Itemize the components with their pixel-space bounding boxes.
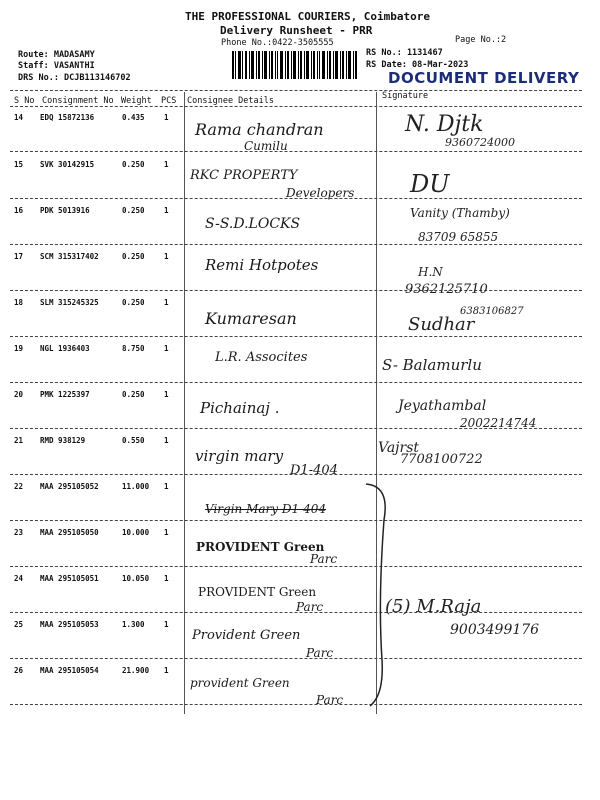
consignee-handwriting: Developers xyxy=(286,186,355,200)
row-sno: 15 xyxy=(14,160,24,169)
col-consignee: Consignee Details xyxy=(187,96,274,106)
consignee-handwriting: S-S.D.LOCKS xyxy=(205,216,301,232)
row-weight: 0.435 xyxy=(122,113,145,122)
consignee-handwriting: PROVIDENT Green xyxy=(196,540,325,554)
consignee-handwriting: RKC PROPERTY xyxy=(190,168,298,183)
row-separator xyxy=(10,520,582,521)
row-pcs: 1 xyxy=(164,436,169,445)
consignee-handwriting: Parc xyxy=(316,693,344,707)
row-weight: 0.250 xyxy=(122,160,145,169)
document-title: Delivery Runsheet - PRR xyxy=(220,24,373,37)
row-consignment-no: PDK 5013916 xyxy=(40,206,90,215)
consignee-handwriting: Parc xyxy=(306,646,334,660)
signature-handwriting: Jeyathambal xyxy=(398,398,487,414)
row-sno: 22 xyxy=(14,482,24,491)
signature-handwriting: 9362125710 xyxy=(405,282,488,297)
row-pcs: 1 xyxy=(164,390,169,399)
handwritten-bracket xyxy=(360,480,400,710)
signature-handwriting: 9360724000 xyxy=(445,136,515,149)
row-weight: 21.900 xyxy=(122,666,150,675)
consignee-left-border xyxy=(184,92,185,714)
row-weight: 0.250 xyxy=(122,298,145,307)
col-weight: Weight xyxy=(121,96,152,106)
consignee-handwriting: Rama chandran xyxy=(195,120,324,139)
row-sno: 24 xyxy=(14,574,24,583)
row-pcs: 1 xyxy=(164,252,169,261)
row-weight: 10.000 xyxy=(122,528,150,537)
row-separator xyxy=(10,382,582,383)
row-consignment-no: PMK 1225397 xyxy=(40,390,90,399)
signature-handwriting: (5) M.Raja xyxy=(385,596,482,617)
consignee-handwriting: provident Green xyxy=(190,676,290,690)
signature-handwriting: Vajrst xyxy=(378,440,420,456)
row-sno: 16 xyxy=(14,206,24,215)
header-bottom-rule xyxy=(10,106,582,107)
row-sno: 20 xyxy=(14,390,24,399)
row-consignment-no: MAA 295105052 xyxy=(40,482,99,491)
col-consignment: Consignment No xyxy=(42,96,114,106)
row-sno: 25 xyxy=(14,620,24,629)
row-separator xyxy=(10,566,582,567)
drs-number: DRS No.: DCJB113146702 xyxy=(18,73,131,83)
row-separator xyxy=(10,704,582,705)
row-sno: 18 xyxy=(14,298,24,307)
row-weight: 10.050 xyxy=(122,574,150,583)
consignee-handwriting: Cumilu xyxy=(244,139,288,153)
signature-handwriting: 83709 65855 xyxy=(418,230,499,244)
row-pcs: 1 xyxy=(164,113,169,122)
row-consignment-no: EDQ 15872136 xyxy=(40,113,95,122)
consignee-handwriting: Parc xyxy=(310,552,338,566)
consignee-handwriting-struck: Virgin Mary D1-404 xyxy=(205,502,327,516)
row-consignment-no: MAA 295105054 xyxy=(40,666,99,675)
rs-number: RS No.: 1131467 xyxy=(366,48,443,58)
row-sno: 14 xyxy=(14,113,24,122)
row-sno: 21 xyxy=(14,436,24,445)
signature-handwriting: 9003499176 xyxy=(450,622,540,638)
row-pcs: 1 xyxy=(164,298,169,307)
row-consignment-no: MAA 295105050 xyxy=(40,528,99,537)
row-pcs: 1 xyxy=(164,206,169,215)
row-sno: 19 xyxy=(14,344,24,353)
row-separator xyxy=(10,290,582,291)
consignee-handwriting: PROVIDENT Green xyxy=(198,585,317,599)
staff-label: Staff: VASANTHI xyxy=(18,61,95,71)
document-delivery-stamp: DOCUMENT DELIVERY xyxy=(388,69,580,87)
consignee-handwriting: Kumaresan xyxy=(205,309,297,328)
signature-handwriting: H.N xyxy=(418,265,443,279)
signature-handwriting: 2002214744 xyxy=(460,416,537,430)
rs-date: RS Date: 08-Mar-2023 xyxy=(366,60,469,70)
consignee-handwriting: Remi Hotpotes xyxy=(205,256,319,274)
company-name: THE PROFESSIONAL COURIERS, Coimbatore xyxy=(185,10,431,23)
signature-handwriting: N. Djtk xyxy=(405,112,484,137)
row-consignment-no: RMD 938129 xyxy=(40,436,86,445)
row-weight: 8.750 xyxy=(122,344,145,353)
signature-handwriting: Sudhar xyxy=(408,314,475,335)
row-consignment-no: NGL 1936403 xyxy=(40,344,90,353)
signature-handwriting: 7708100722 xyxy=(400,452,483,467)
row-separator xyxy=(10,151,582,152)
signature-handwriting: S- Balamurlu xyxy=(382,356,482,374)
row-pcs: 1 xyxy=(164,344,169,353)
row-pcs: 1 xyxy=(164,666,169,675)
signature-handwriting: Vanity (Thamby) xyxy=(410,206,510,220)
phone-number: Phone No.:0422-3505555 xyxy=(221,38,334,48)
row-pcs: 1 xyxy=(164,482,169,491)
row-pcs: 1 xyxy=(164,528,169,537)
row-sno: 23 xyxy=(14,528,24,537)
row-consignment-no: MAA 295105051 xyxy=(40,574,99,583)
col-pcs: PCS xyxy=(161,96,177,106)
row-separator xyxy=(10,336,582,337)
row-weight: 0.250 xyxy=(122,390,145,399)
row-weight: 11.000 xyxy=(122,482,150,491)
route-label: Route: MADASAMY xyxy=(18,50,95,60)
row-separator xyxy=(10,658,582,659)
consignee-handwriting: Provident Green xyxy=(192,628,301,643)
row-weight: 0.250 xyxy=(122,206,145,215)
row-consignment-no: MAA 295105053 xyxy=(40,620,99,629)
consignee-handwriting: D1-404 xyxy=(290,463,338,478)
row-weight: 0.550 xyxy=(122,436,145,445)
row-consignment-no: SVK 30142915 xyxy=(40,160,95,169)
page-number: Page No.:2 xyxy=(455,35,507,45)
signature-handwriting: 6383106827 xyxy=(460,306,524,317)
row-separator xyxy=(10,244,582,245)
consignee-handwriting: L.R. Assocites xyxy=(215,350,308,365)
consignee-handwriting: Pichainaj . xyxy=(200,399,280,417)
row-pcs: 1 xyxy=(164,574,169,583)
col-sno: S No xyxy=(14,96,35,106)
signature-handwriting: DU xyxy=(410,170,450,198)
row-weight: 1.300 xyxy=(122,620,145,629)
row-weight: 0.250 xyxy=(122,252,145,261)
row-consignment-no: SCM 315317402 xyxy=(40,252,99,261)
header-top-rule xyxy=(10,90,582,91)
row-sno: 26 xyxy=(14,666,24,675)
barcode xyxy=(232,51,357,79)
row-sno: 17 xyxy=(14,252,24,261)
col-signature: Signature xyxy=(382,91,429,101)
consignee-handwriting: virgin mary xyxy=(195,447,284,465)
consignee-handwriting: Parc xyxy=(296,600,324,614)
row-pcs: 1 xyxy=(164,160,169,169)
row-consignment-no: SLM 315245325 xyxy=(40,298,99,307)
row-pcs: 1 xyxy=(164,620,169,629)
